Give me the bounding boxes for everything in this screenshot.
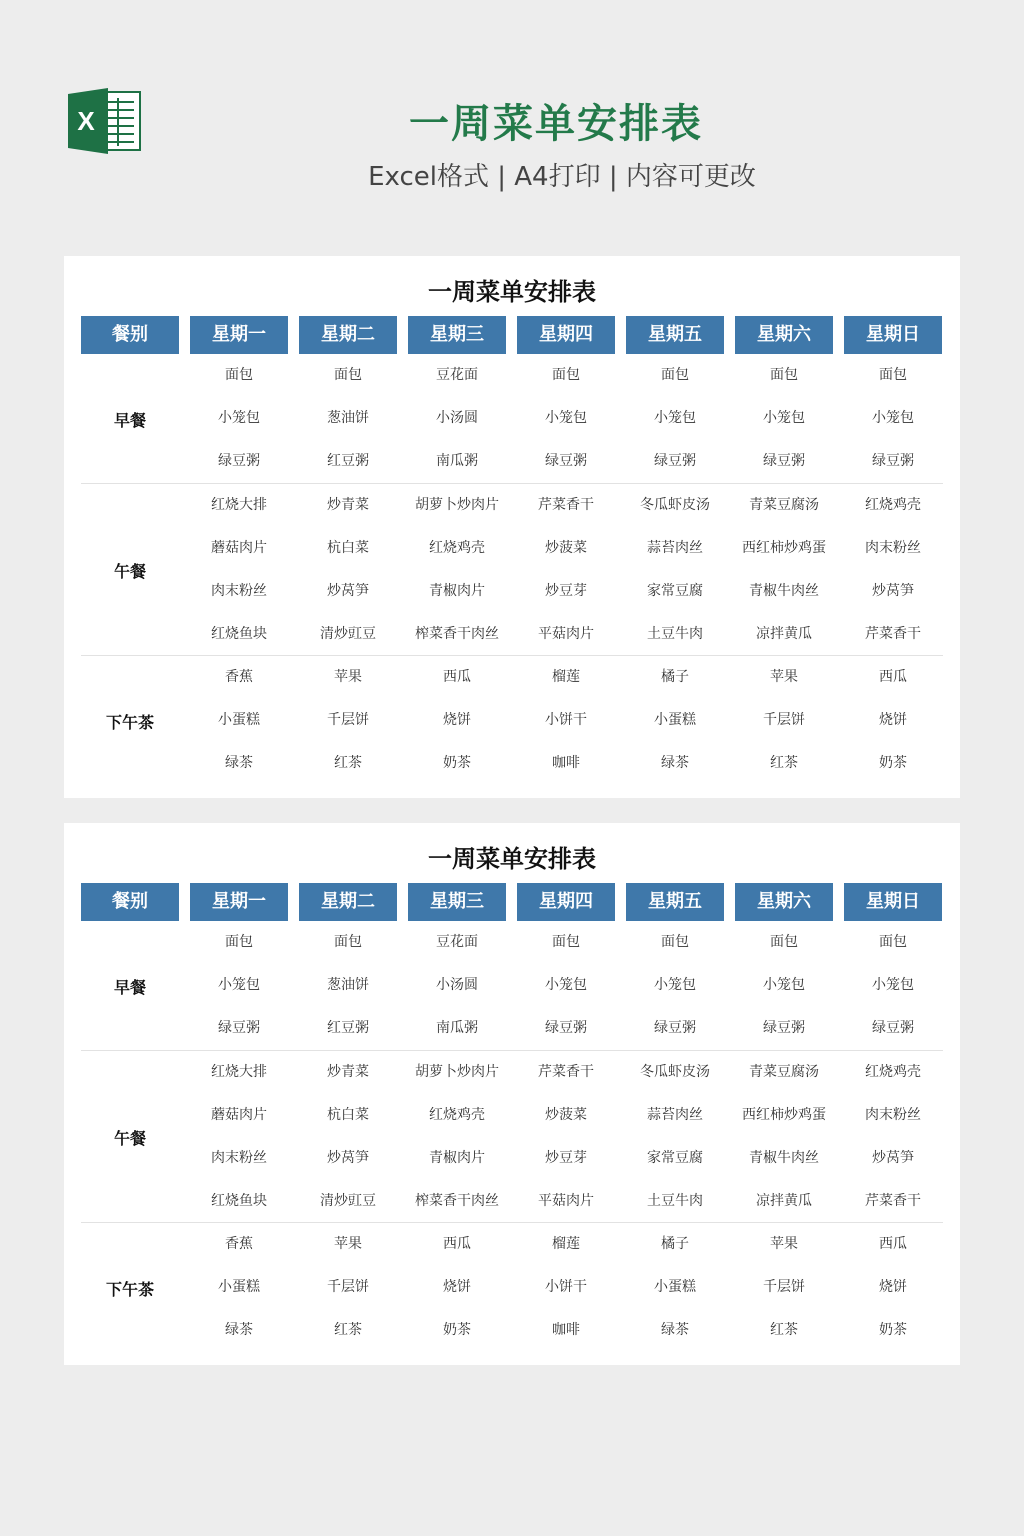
menu-cell: 橘子 — [661, 1236, 689, 1252]
menu-cell: 青椒肉片 — [429, 1150, 485, 1166]
column-header: 餐别 — [81, 883, 179, 921]
menu-cell: 面包 — [225, 934, 253, 950]
menu-cell: 小笼包 — [545, 977, 587, 993]
menu-cell: 千层饼 — [327, 712, 369, 728]
column-header: 星期三 — [408, 883, 506, 921]
menu-cell: 小笼包 — [763, 410, 805, 426]
menu-cell: 炒菠菜 — [545, 1107, 587, 1123]
column-header: 星期三 — [408, 316, 506, 354]
table-title: 一周菜单安排表 — [428, 278, 596, 306]
menu-cell: 小蛋糕 — [654, 1279, 696, 1295]
menu-cell: 绿豆粥 — [545, 453, 587, 469]
menu-cell: 小笼包 — [872, 410, 914, 426]
menu-cell: 土豆牛肉 — [647, 1193, 703, 1209]
menu-cell: 千层饼 — [763, 712, 805, 728]
column-header: 星期二 — [299, 883, 397, 921]
menu-cell: 冬瓜虾皮汤 — [640, 1064, 710, 1080]
menu-cell: 香蕉 — [225, 669, 253, 685]
column-header: 星期五 — [626, 883, 724, 921]
menu-cell: 面包 — [552, 934, 580, 950]
menu-cell: 面包 — [334, 367, 362, 383]
menu-cell: 绿豆粥 — [218, 1020, 260, 1036]
menu-cell: 咖啡 — [552, 1322, 580, 1338]
menu-cell: 红豆粥 — [327, 1020, 369, 1036]
column-header: 星期六 — [735, 316, 833, 354]
menu-cell: 小饼干 — [545, 712, 587, 728]
menu-cell: 炒菠菜 — [545, 540, 587, 556]
excel-logo-letter: X — [77, 106, 95, 136]
menu-cell: 千层饼 — [763, 1279, 805, 1295]
menu-cell: 小笼包 — [218, 977, 260, 993]
meal-label: 下午茶 — [105, 712, 154, 732]
menu-cell: 苹果 — [770, 669, 798, 685]
menu-cell: 西瓜 — [879, 669, 907, 685]
menu-cell: 清炒豇豆 — [320, 1193, 376, 1209]
menu-cell: 红茶 — [334, 755, 362, 771]
menu-cell: 奶茶 — [443, 755, 471, 771]
menu-cell: 青菜豆腐汤 — [749, 1064, 819, 1080]
menu-cell: 红烧大排 — [211, 497, 267, 513]
meal-label: 早餐 — [113, 977, 146, 997]
menu-cell: 肉末粉丝 — [211, 1150, 267, 1166]
menu-cell: 奶茶 — [879, 755, 907, 771]
menu-cell: 面包 — [661, 367, 689, 383]
menu-cell: 小笼包 — [763, 977, 805, 993]
menu-cell: 小笼包 — [545, 410, 587, 426]
menu-cell: 炒青菜 — [327, 1064, 369, 1080]
menu-cell: 红茶 — [770, 755, 798, 771]
table-title: 一周菜单安排表 — [428, 845, 596, 873]
meal-label: 早餐 — [113, 410, 146, 430]
page-subtitle: Excel格式 | A4打印 | 内容可更改 — [368, 162, 756, 192]
meal-label: 午餐 — [113, 1129, 146, 1148]
menu-cell: 绿豆粥 — [545, 1020, 587, 1036]
page-title: 一周菜单安排表 — [409, 101, 703, 147]
menu-cell: 红烧鱼块 — [211, 626, 267, 642]
menu-cell: 青椒肉片 — [429, 583, 485, 599]
menu-cell: 肉末粉丝 — [211, 583, 267, 599]
column-header: 星期日 — [844, 316, 942, 354]
menu-cell: 绿豆粥 — [872, 453, 914, 469]
menu-cell: 南瓜粥 — [436, 1020, 478, 1036]
menu-cell: 榴莲 — [552, 1236, 580, 1252]
meal-section — [81, 483, 943, 656]
menu-card — [64, 823, 960, 1365]
menu-cell: 炒莴笋 — [872, 583, 914, 599]
menu-cell: 芹菜香干 — [865, 1193, 921, 1209]
column-header: 星期一 — [190, 883, 288, 921]
menu-cell: 烧饼 — [443, 1279, 471, 1295]
menu-cell: 胡萝卜炒肉片 — [415, 497, 499, 513]
menu-cell: 红烧鱼块 — [211, 1193, 267, 1209]
menu-cell: 炒莴笋 — [327, 1150, 369, 1166]
menu-cell: 肉末粉丝 — [865, 1107, 921, 1123]
menu-cell: 面包 — [334, 934, 362, 950]
menu-cell: 面包 — [225, 367, 253, 383]
menu-cell: 青菜豆腐汤 — [749, 497, 819, 513]
menu-cell: 葱油饼 — [327, 977, 369, 993]
page-header — [0, 0, 1024, 240]
menu-cell: 土豆牛肉 — [647, 626, 703, 642]
menu-cell: 榨菜香干肉丝 — [415, 1193, 499, 1209]
menu-cell: 豆花面 — [436, 934, 478, 950]
menu-cell: 蘑菇肉片 — [211, 540, 267, 556]
menu-cell: 西瓜 — [443, 1236, 471, 1252]
menu-cell: 炒青菜 — [327, 497, 369, 513]
menu-cell: 绿豆粥 — [218, 453, 260, 469]
column-header: 星期五 — [626, 316, 724, 354]
menu-cell: 西红柿炒鸡蛋 — [742, 1107, 826, 1123]
menu-cell: 苹果 — [334, 669, 362, 685]
menu-cell: 烧饼 — [879, 1279, 907, 1295]
menu-cell: 小饼干 — [545, 1279, 587, 1295]
menu-cell: 千层饼 — [327, 1279, 369, 1295]
column-header: 星期四 — [517, 883, 615, 921]
menu-cell: 小笼包 — [654, 977, 696, 993]
menu-cell: 炒豆芽 — [545, 1150, 587, 1166]
menu-cell: 豆花面 — [436, 367, 478, 383]
menu-cell: 西红柿炒鸡蛋 — [742, 540, 826, 556]
menu-cell: 炒豆芽 — [545, 583, 587, 599]
menu-cell: 家常豆腐 — [647, 583, 703, 599]
menu-cell: 青椒牛肉丝 — [749, 1150, 819, 1166]
menu-cell: 绿豆粥 — [654, 1020, 696, 1036]
menu-cell: 苹果 — [334, 1236, 362, 1252]
menu-cell: 凉拌黄瓜 — [756, 1193, 812, 1209]
menu-cell: 绿茶 — [225, 755, 253, 771]
table-header-row — [81, 883, 943, 921]
menu-cell: 平菇肉片 — [538, 1193, 594, 1209]
menu-cell: 平菇肉片 — [538, 626, 594, 642]
meal-label: 下午茶 — [105, 1279, 154, 1299]
menu-cell: 杭白菜 — [327, 540, 369, 556]
menu-cell: 肉末粉丝 — [865, 540, 921, 556]
menu-cell: 绿豆粥 — [763, 1020, 805, 1036]
menu-cell: 葱油饼 — [327, 410, 369, 426]
meal-section — [81, 1050, 943, 1223]
menu-cell: 小笼包 — [872, 977, 914, 993]
menu-cell: 凉拌黄瓜 — [756, 626, 812, 642]
menu-cell: 红烧鸡壳 — [865, 1064, 921, 1080]
column-header: 星期四 — [517, 316, 615, 354]
meal-label: 午餐 — [113, 562, 146, 581]
menu-cell: 榨菜香干肉丝 — [415, 626, 499, 642]
menu-cell: 面包 — [879, 934, 907, 950]
menu-cell: 小笼包 — [654, 410, 696, 426]
column-header: 星期二 — [299, 316, 397, 354]
menu-cell: 绿豆粥 — [763, 453, 805, 469]
menu-cell: 面包 — [552, 367, 580, 383]
column-header: 餐别 — [81, 316, 179, 354]
menu-cell: 胡萝卜炒肉片 — [415, 1064, 499, 1080]
menu-cell: 小汤圆 — [436, 410, 478, 426]
menu-cell: 绿豆粥 — [872, 1020, 914, 1036]
menu-cell: 小汤圆 — [436, 977, 478, 993]
menu-cell: 西瓜 — [879, 1236, 907, 1252]
menu-cell: 绿茶 — [225, 1322, 253, 1338]
menu-cell: 烧饼 — [879, 712, 907, 728]
menu-cell: 榴莲 — [552, 669, 580, 685]
menu-cell: 炒莴笋 — [327, 583, 369, 599]
menu-cell: 小蛋糕 — [654, 712, 696, 728]
menu-cell: 绿豆粥 — [654, 453, 696, 469]
menu-cell: 炒莴笋 — [872, 1150, 914, 1166]
menu-cell: 奶茶 — [443, 1322, 471, 1338]
menu-cell: 芹菜香干 — [538, 497, 594, 513]
menu-cell: 小蛋糕 — [218, 1279, 260, 1295]
menu-cell: 西瓜 — [443, 669, 471, 685]
table-header-row — [81, 316, 943, 354]
column-header: 星期日 — [844, 883, 942, 921]
menu-cell: 面包 — [661, 934, 689, 950]
menu-cell: 小笼包 — [218, 410, 260, 426]
menu-cell: 红烧大排 — [211, 1064, 267, 1080]
menu-cell: 咖啡 — [552, 755, 580, 771]
menu-cell: 小蛋糕 — [218, 712, 260, 728]
menu-cell: 红茶 — [334, 1322, 362, 1338]
menu-cell: 青椒牛肉丝 — [749, 583, 819, 599]
menu-cell: 香蕉 — [225, 1236, 253, 1252]
menu-cell: 红烧鸡壳 — [865, 497, 921, 513]
menu-cell: 南瓜粥 — [436, 453, 478, 469]
menu-cell: 面包 — [879, 367, 907, 383]
menu-cell: 绿茶 — [661, 1322, 689, 1338]
menu-cell: 红烧鸡壳 — [429, 540, 485, 556]
menu-cell: 烧饼 — [443, 712, 471, 728]
meal-section — [81, 921, 943, 1050]
menu-cell: 芹菜香干 — [538, 1064, 594, 1080]
menu-cell: 冬瓜虾皮汤 — [640, 497, 710, 513]
menu-cell: 蘑菇肉片 — [211, 1107, 267, 1123]
menu-cell: 清炒豇豆 — [320, 626, 376, 642]
column-header: 星期一 — [190, 316, 288, 354]
menu-cell: 蒜苔肉丝 — [647, 1107, 703, 1123]
menu-card — [64, 256, 960, 798]
menu-cell: 红豆粥 — [327, 453, 369, 469]
meal-section — [81, 655, 943, 785]
menu-cell: 杭白菜 — [327, 1107, 369, 1123]
meal-section — [81, 1222, 943, 1352]
menu-cell: 红茶 — [770, 1322, 798, 1338]
menu-cell: 绿茶 — [661, 755, 689, 771]
menu-cell: 奶茶 — [879, 1322, 907, 1338]
menu-cell: 面包 — [770, 367, 798, 383]
menu-cell: 红烧鸡壳 — [429, 1107, 485, 1123]
menu-cell: 芹菜香干 — [865, 626, 921, 642]
meal-section — [81, 354, 943, 483]
menu-cell: 蒜苔肉丝 — [647, 540, 703, 556]
menu-cell: 苹果 — [770, 1236, 798, 1252]
menu-cell: 家常豆腐 — [647, 1150, 703, 1166]
menu-cell: 面包 — [770, 934, 798, 950]
menu-cell: 橘子 — [661, 669, 689, 685]
column-header: 星期六 — [735, 883, 833, 921]
